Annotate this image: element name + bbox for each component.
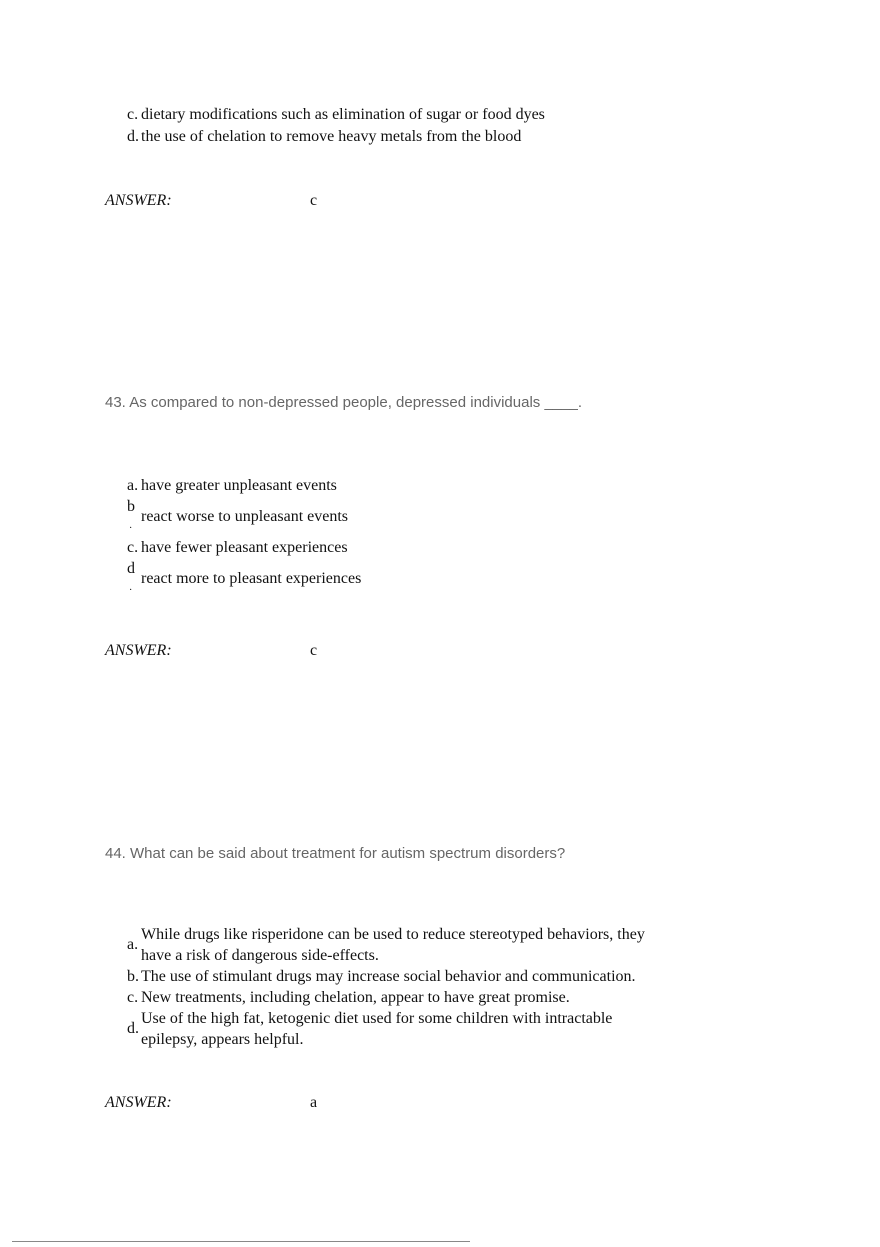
- q44-answer-label: ANSWER:: [105, 1094, 172, 1111]
- option-letter: b: [127, 498, 135, 515]
- option-letter: d.: [127, 128, 139, 145]
- option-letter: c.: [127, 106, 139, 123]
- option-letter: d.: [127, 1020, 139, 1037]
- option-letter: d: [127, 560, 135, 577]
- q43-answer-label: ANSWER:: [105, 642, 172, 659]
- option-letter-dot: ·: [129, 585, 133, 596]
- option-text: have greater unpleasant events: [141, 477, 337, 494]
- option-letter: c.: [127, 989, 139, 1006]
- option-letter: c.: [127, 539, 139, 556]
- q42-answer-label: ANSWER:: [105, 192, 172, 209]
- option-text-line1: Use of the high fat, ketogenic diet used for some children with intractable: [141, 1010, 613, 1027]
- option-text-line1: While drugs like risperidone can be used to reduce stereotyped behaviors, they: [141, 926, 645, 943]
- option-letter: a.: [127, 936, 139, 953]
- q43-question: 43. As compared to non-depressed people, depressed individuals ____.: [105, 394, 582, 411]
- option-text: The use of stimulant drugs may increase social behavior and communication.: [141, 968, 636, 985]
- option-text: New treatments, including chelation, appear to have great promise.: [141, 989, 570, 1006]
- q42-answer-value: c: [310, 192, 318, 209]
- q44-question: 44. What can be said about treatment for autism spectrum disorders?: [105, 845, 566, 862]
- option-text: have fewer pleasant experiences: [141, 539, 348, 556]
- q44-option-d: [127, 1010, 747, 1052]
- option-letter-dot: ·: [129, 523, 133, 534]
- option-text: dietary modifications such as elimination of sugar or food dyes: [141, 106, 545, 123]
- option-letter: b.: [127, 968, 139, 985]
- option-letter: a.: [127, 477, 139, 494]
- option-text: react worse to unpleasant events: [141, 508, 349, 525]
- option-text-line2: epilepsy, appears helpful.: [141, 1031, 304, 1048]
- option-text: the use of chelation to remove heavy metals from the blood: [141, 128, 522, 145]
- option-text: react more to pleasant experiences: [141, 570, 362, 587]
- q44-option-a: [127, 926, 747, 968]
- option-text-line2: have a risk of dangerous side-effects.: [141, 947, 379, 964]
- q44-answer-value: a: [310, 1094, 318, 1111]
- footer-divider: [12, 1241, 470, 1242]
- q43-answer-value: c: [310, 642, 318, 659]
